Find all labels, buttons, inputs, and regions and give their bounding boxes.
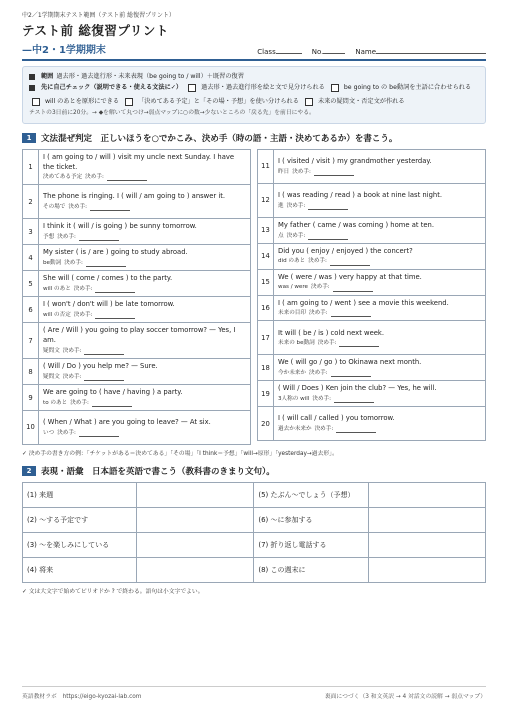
decider-answer-line[interactable]: [331, 310, 371, 317]
question-hint-row: [278, 395, 481, 403]
question-hint-row: [43, 399, 246, 407]
question-hint: to のあと: [43, 399, 68, 406]
question-number: 20: [258, 407, 274, 441]
question-hint-row: [278, 168, 481, 176]
vocab-prompt: (1) 来週: [23, 482, 137, 507]
question-cell[interactable]: [274, 149, 486, 183]
question-cell[interactable]: [274, 321, 486, 355]
decider-label: 決め手:: [308, 258, 327, 265]
section2-footnote: ✓ 文は大文字で始めてピリオドか ? で終わる。語句は小文字でよい。: [22, 588, 204, 595]
question-cell[interactable]: [39, 149, 251, 185]
vocab-prompt: (8) この週末に: [254, 557, 368, 582]
question-number: 5: [23, 271, 39, 297]
question-hint-row: [43, 233, 246, 241]
question-hint: be動詞: [43, 260, 62, 267]
question-hint-row: [43, 259, 246, 267]
question-row: [23, 271, 251, 297]
decider-answer-line[interactable]: [84, 374, 124, 381]
question-number: 3: [23, 219, 39, 245]
decider-label: 決め手:: [62, 373, 82, 380]
decider-label: 決め手:: [62, 347, 82, 354]
question-row: [23, 359, 251, 385]
question-cell[interactable]: [39, 185, 251, 219]
question-hint: will のあと: [43, 286, 71, 293]
question-text: I ( was reading / read ) a book at nine last night.: [278, 190, 443, 199]
question-hint: 過去か未来か: [278, 426, 312, 433]
grammar-questions: [22, 149, 486, 445]
decider-label: 決め手:: [64, 260, 83, 267]
question-row: [258, 183, 486, 217]
check-item: 未来の疑問文・否定文が作れる: [317, 97, 405, 105]
question-row: [258, 149, 486, 183]
vocab-row: [23, 482, 486, 507]
question-hint-row: [278, 283, 481, 291]
question-hint: 3人称の will: [278, 396, 310, 403]
question-text: ( Will / Does ) Ken join the club? — Yes, he will.: [278, 384, 437, 393]
question-number: 17: [258, 321, 274, 355]
vocab-prompt: (5) たぶん～でしょう（予想）: [254, 482, 368, 507]
question-row: [23, 245, 251, 271]
question-hint-row: [278, 257, 481, 265]
question-hint: 進: [278, 202, 284, 209]
question-hint-row: [278, 232, 481, 240]
question-cell[interactable]: [39, 323, 251, 359]
decider-answer-line[interactable]: [79, 234, 119, 241]
question-hint-row: [278, 339, 481, 347]
question-row: [258, 381, 486, 407]
question-number: 12: [258, 183, 274, 217]
question-cell[interactable]: [39, 271, 251, 297]
question-row: [258, 295, 486, 321]
vocab-prompt: (2) ～する予定です: [23, 507, 137, 532]
decider-answer-line[interactable]: [314, 169, 354, 176]
question-cell[interactable]: [274, 217, 486, 243]
question-number: 6: [23, 297, 39, 323]
question-row: [23, 385, 251, 411]
question-row: [258, 217, 486, 243]
question-text: We ( will go / go ) to Okinawa next month.: [278, 358, 422, 367]
question-text: I ( will call / called ) you tomorrow.: [278, 414, 395, 423]
question-text: ( When / What ) are you going to leave? — At six.: [43, 418, 211, 426]
decider-answer-line[interactable]: [95, 286, 135, 293]
page-title: テスト前 総復習プリント: [22, 23, 169, 38]
question-hint: いつ: [43, 429, 55, 436]
question-cell[interactable]: [274, 407, 486, 441]
question-row: [23, 410, 251, 444]
question-hint: 未来の目印: [278, 310, 306, 317]
vocab-row: [23, 507, 486, 532]
scope-label: 範囲: [41, 73, 54, 80]
checkbox[interactable]: [305, 98, 313, 106]
title-row: [22, 21, 486, 56]
question-text: ( Will / Do ) you help me? — Sure.: [43, 362, 158, 371]
check-item: be going to の be動詞を主語に合わせられる: [343, 83, 472, 91]
question-text: My sister ( is / are ) going to study abroad.: [43, 248, 188, 257]
decider-answer-line[interactable]: [334, 396, 374, 403]
question-number: 16: [258, 295, 274, 321]
question-number: 9: [23, 385, 39, 411]
decider-answer-line[interactable]: [308, 233, 348, 240]
questions-left-table: [22, 149, 251, 445]
question-hint-row: [43, 373, 246, 381]
question-text: The phone is ringing. I ( will / am going to ) answer it.: [43, 192, 226, 201]
question-text: I ( am going to / went ) see a movie this weekend.: [278, 298, 449, 307]
question-text: ( Are / Will ) you going to play soccer tomorrow? — Yes, I am.: [43, 326, 236, 345]
decider-label: 決め手:: [292, 168, 311, 175]
info-box: [22, 66, 486, 124]
questions-right-column: [257, 149, 486, 445]
question-number: 15: [258, 269, 274, 295]
decider-label: 決め手:: [308, 310, 328, 317]
question-text: We ( were / was ) very happy at that time.: [278, 272, 422, 281]
question-hint: 未来の be動詞: [278, 340, 315, 347]
check-label: 先に自己チェック（説明できる・使える文法に✓）: [41, 83, 183, 91]
question-hint: 疑問文: [43, 347, 60, 354]
decider-label: 決め手:: [286, 232, 306, 239]
decider-answer-line[interactable]: [92, 400, 132, 407]
vocab-answer-cell[interactable]: [368, 557, 485, 582]
question-text: I ( visited / visit ) my grandmother yesterday.: [278, 156, 432, 165]
question-row: [23, 297, 251, 323]
decider-label: 決め手:: [312, 396, 332, 403]
question-number: 14: [258, 243, 274, 269]
question-row: [23, 219, 251, 245]
decider-label: 決め手:: [57, 234, 76, 241]
question-cell[interactable]: [39, 410, 251, 444]
question-cell[interactable]: [39, 245, 251, 271]
decider-answer-line[interactable]: [333, 285, 373, 292]
worksheet-page: [22, 10, 486, 595]
question-cell[interactable]: [274, 381, 486, 407]
decider-answer-line[interactable]: [84, 348, 124, 355]
decider-answer-line[interactable]: [330, 259, 370, 266]
title-divider: [22, 59, 486, 61]
question-hint-row: [278, 369, 481, 377]
question-cell[interactable]: [39, 297, 251, 323]
question-row: [258, 243, 486, 269]
vocab-answer-cell[interactable]: [137, 507, 254, 532]
check-item: will のあとを原形にできる: [45, 97, 120, 105]
question-number: 1: [23, 149, 39, 185]
question-text: I think it ( will / is going ) be sunny tomorrow.: [43, 222, 197, 231]
question-number: 2: [23, 185, 39, 219]
checkbox[interactable]: [32, 98, 40, 106]
vocab-answer-cell[interactable]: [368, 532, 485, 557]
question-text: I ( am going to / will ) visit my uncle next Sunday. I have the ticket.: [43, 152, 235, 171]
question-cell[interactable]: [274, 295, 486, 321]
checkbox[interactable]: [125, 98, 133, 106]
decider-answer-line[interactable]: [79, 430, 119, 437]
square-bullet-icon: [29, 74, 35, 80]
footer-left: 英語教材ラボ https://eigo-kyozai-lab.com: [22, 694, 142, 700]
vocab-answer-cell[interactable]: [368, 482, 485, 507]
question-number: 11: [258, 149, 274, 183]
question-cell[interactable]: [274, 269, 486, 295]
vocab-answer-cell[interactable]: [137, 482, 254, 507]
decider-label: 決め手:: [311, 284, 330, 291]
section1-title: 文法混ぜ判定 正しいほうを○でかこみ、決め手（時の語・主語・決めてあるか）を書こう。: [41, 133, 398, 144]
decider-label: 決め手:: [73, 312, 93, 319]
question-number: 7: [23, 323, 39, 359]
question-cell[interactable]: [39, 385, 251, 411]
scope-text: 過去形・過去進行形・未来表現（be going to / will）＋既習の復習: [56, 73, 244, 80]
page-subtitle: —中2・1学期期末: [22, 45, 106, 56]
question-number: 10: [23, 410, 39, 444]
question-hint: その場で: [43, 204, 66, 211]
question-hint-row: [43, 285, 246, 293]
question-hint: 昨日: [278, 168, 290, 175]
top-label: 中2／1学期期末テスト範囲（テスト前 総復習プリント）: [22, 12, 175, 19]
number-field[interactable]: [323, 45, 345, 54]
square-bullet-icon: [29, 85, 35, 91]
section1-footnote: ✓ 決め手の書き方の例：「チケットがある＝決めてある」「その場」「I think＝予想」「will→原形」「yesterday→過去形」。: [22, 450, 338, 457]
section2-header: [22, 465, 486, 477]
question-number: 4: [23, 245, 39, 271]
check-item: 「決めてある予定」と「その場・予想」を使い分けられる: [138, 97, 299, 105]
vocab-answer-cell[interactable]: [137, 532, 254, 557]
question-hint-row: [43, 347, 246, 355]
question-hint: 疑問文: [43, 373, 60, 380]
question-hint-row: [43, 203, 246, 211]
question-cell[interactable]: [39, 359, 251, 385]
questions-right-table: [257, 149, 486, 442]
question-hint-row: [43, 311, 246, 319]
question-hint: was / were: [278, 284, 308, 291]
question-hint-row: [278, 425, 481, 433]
question-cell[interactable]: [274, 183, 486, 217]
question-number: 19: [258, 381, 274, 407]
vocab-answer-cell[interactable]: [368, 507, 485, 532]
decider-label: 決め手:: [85, 174, 104, 181]
class-label: Class: [257, 48, 276, 56]
question-text: I ( won't / don't will ) be late tomorrow.: [43, 300, 175, 309]
vocab-answer-cell[interactable]: [137, 557, 254, 582]
question-text: We are going to ( have / having ) a party.: [43, 388, 183, 397]
decider-answer-line[interactable]: [90, 204, 130, 211]
page-footer: [22, 686, 486, 700]
check-item: 過去形・過去進行形を絵と文で見分けられる: [201, 83, 325, 91]
question-row: [258, 269, 486, 295]
vocab-prompt: (4) 将来: [23, 557, 137, 582]
question-cell[interactable]: [39, 219, 251, 245]
decider-label: 決め手:: [314, 426, 334, 433]
question-text: She will ( come / comes ) to the party.: [43, 274, 173, 283]
question-cell[interactable]: [274, 243, 486, 269]
question-row: [23, 149, 251, 185]
checkbox[interactable]: [188, 84, 196, 92]
section1-header: [22, 132, 486, 144]
decider-answer-line[interactable]: [336, 426, 376, 433]
question-number: 18: [258, 355, 274, 381]
decider-answer-line[interactable]: [308, 203, 348, 210]
info-note: テストの3日前に20分。→ ◆を解いて丸つけ→弱点マップに○の数→少ないところの「戻る先」を前日にやる。: [29, 109, 315, 116]
footer-right: 裏面につづく（3 和文英訳 → 4 対話文の読解 → 弱点マップ）: [324, 694, 486, 700]
question-row: [258, 407, 486, 441]
name-label: Name: [355, 48, 376, 56]
decider-answer-line[interactable]: [95, 312, 135, 319]
question-hint: 予想: [43, 234, 55, 241]
decider-label: 決め手:: [57, 429, 76, 436]
name-field[interactable]: [376, 45, 486, 54]
decider-answer-line[interactable]: [86, 260, 126, 267]
decider-label: 決め手:: [70, 399, 89, 406]
question-row: [258, 321, 486, 355]
question-hint-row: [278, 309, 481, 317]
decider-label: 決め手:: [308, 370, 328, 377]
vocab-prompt: (3) ～を楽しみにしている: [23, 532, 137, 557]
questions-left-column: [22, 149, 251, 445]
vocab-prompt: (6) ～に参加する: [254, 507, 368, 532]
no-label: No.: [311, 48, 324, 56]
question-hint: did のあと: [278, 258, 306, 265]
question-row: [258, 355, 486, 381]
decider-label: 決め手:: [73, 286, 93, 293]
checkbox[interactable]: [331, 84, 339, 92]
question-cell[interactable]: [274, 355, 486, 381]
vocab-table: [22, 482, 486, 583]
question-hint: will の否定: [43, 312, 71, 319]
class-field[interactable]: [276, 45, 302, 54]
decider-answer-line[interactable]: [331, 370, 371, 377]
question-number: 13: [258, 217, 274, 243]
section2-title: 表現・語彙 日本語を英語で書こう（教科書のきまり文句）。: [41, 466, 275, 477]
question-hint: 点: [278, 232, 284, 239]
section1-number: 1: [22, 133, 36, 143]
vocab-row: [23, 532, 486, 557]
section2-number: 2: [22, 466, 36, 476]
vocab-prompt: (7) 折り返し電話する: [254, 532, 368, 557]
question-text: It will ( be / is ) cold next week.: [278, 328, 385, 337]
question-hint-row: [43, 173, 246, 181]
decider-label: 決め手:: [317, 340, 337, 347]
decider-label: 決め手:: [68, 204, 88, 211]
decider-answer-line[interactable]: [339, 340, 379, 347]
question-text: My father ( came / was coming ) home at ten.: [278, 220, 435, 229]
question-hint: 決めてある予定: [43, 174, 83, 181]
question-hint: 今か未来か: [278, 370, 306, 377]
question-row: [23, 323, 251, 359]
question-text: Did you ( enjoy / enjoyed ) the concert?: [278, 246, 413, 255]
question-row: [23, 185, 251, 219]
vocab-row: [23, 557, 486, 582]
name-bar: [257, 45, 486, 56]
question-number: 8: [23, 359, 39, 385]
question-hint-row: [43, 429, 246, 437]
decider-answer-line[interactable]: [107, 174, 147, 181]
question-hint-row: [278, 202, 481, 210]
decider-label: 決め手:: [286, 202, 306, 209]
